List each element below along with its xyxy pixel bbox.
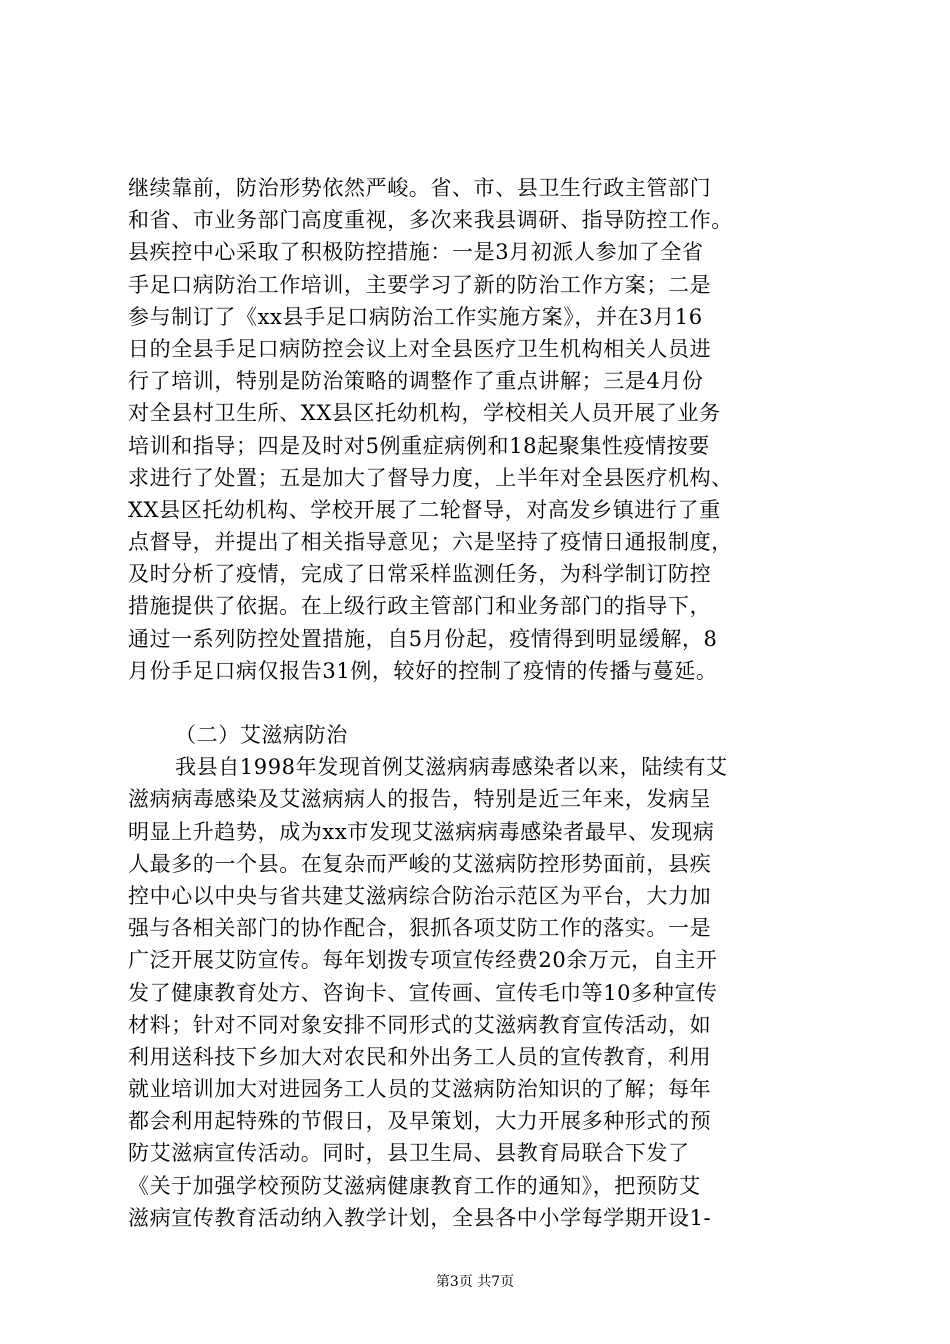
text-line: 滋病宣传教育活动纳入教学计划，全县各中小学每学期开设1- bbox=[128, 1205, 712, 1230]
text-line: 参与制订了《xx县手足口病防治工作实施方案》，并在3月16 bbox=[128, 304, 703, 329]
section-heading: （二）艾滋病防治 bbox=[175, 723, 348, 747]
text-line: 和省、市业务部门高度重视，多次来我县调研、指导防控工作。 bbox=[128, 208, 733, 233]
text-line: 滋病病毒感染及艾滋病病人的报告，特别是近三年来，发病呈 bbox=[128, 787, 712, 812]
text-line: 材料；针对不同对象安排不同形式的艾滋病教育宣传活动，如 bbox=[128, 1012, 712, 1037]
text-line: 继续靠前，防治形势依然严峻。省、市、县卫生行政主管部门 bbox=[128, 176, 712, 200]
page-footer: 第3页 共7页 bbox=[435, 1274, 515, 1290]
paragraph-hfmd-prevention bbox=[128, 172, 828, 687]
text-line: 防艾滋病宣传活动。同时，县卫生局、县教育局联合下发了 bbox=[128, 1141, 690, 1166]
text-line: 我县自1998年发现首例艾滋病病毒感染者以来，陆续有艾 bbox=[175, 755, 728, 780]
text-line: 利用送科技下乡加大对农民和外出务工人员的宣传教育，利用 bbox=[128, 1044, 712, 1069]
text-line: 措施提供了依据。在上级行政主管部门和业务部门的指导下， bbox=[128, 594, 712, 619]
text-line: 点督导，并提出了相关指导意见；六是坚持了疫情日通报制度， bbox=[128, 530, 733, 555]
text-line: 《关于加强学校预防艾滋病健康教育工作的通知》，把预防艾 bbox=[128, 1173, 701, 1198]
text-line: 日的全县手足口病防控会议上对全县医疗卫生机构相关人员进 bbox=[128, 336, 712, 361]
text-line: 及时分析了疫情，完成了日常采样监测任务，为科学制订防控 bbox=[128, 562, 712, 587]
text-line: 月份手足口病仅报告31例，较好的控制了疫情的传播与蔓延。 bbox=[128, 658, 718, 683]
text-line: 发了健康教育处方、咨询卡、宣传画、宣传毛巾等10多种宣传 bbox=[128, 980, 718, 1005]
text-line: 求进行了处置；五是加大了督导力度，上半年对全县医疗机构、 bbox=[128, 465, 733, 490]
text-line: 行了培训，特别是防治策略的调整作了重点讲解；三是4月份 bbox=[128, 369, 704, 394]
text-line: 明显上升趋势，成为xx市发现艾滋病病毒感染者最早、发现病 bbox=[128, 819, 715, 844]
text-line: 就业培训加大对进园务工人员的艾滋病防治知识的了解；每年 bbox=[128, 1077, 712, 1102]
paragraph-aids-prevention bbox=[128, 751, 828, 1234]
text-line: 都会利用起特殊的节假日，及早策划，大力开展多种形式的预 bbox=[128, 1109, 712, 1134]
text-line: 控中心以中央与省共建艾滋病综合防治示范区为平台，大力加 bbox=[128, 883, 712, 908]
text-line: 手足口病防治工作培训，主要学习了新的防治工作方案；二是 bbox=[128, 272, 712, 297]
text-line: 培训和指导；四是及时对5例重症病例和18起聚集性疫情按要 bbox=[128, 433, 710, 458]
text-line: 县疾控中心采取了积极防控措施：一是3月初派人参加了全省 bbox=[128, 240, 704, 265]
text-line: 强与各相关部门的协作配合，狠抓各项艾防工作的落实。一是 bbox=[128, 916, 712, 941]
document-body bbox=[128, 172, 828, 1234]
text-line: 对全县村卫生所、XX县区托幼机构，学校相关人员开展了业务 bbox=[128, 401, 721, 426]
paragraph-spacer bbox=[128, 687, 828, 719]
text-line: 人最多的一个县。在复杂而严峻的艾滋病防控形势面前，县疾 bbox=[128, 851, 712, 876]
text-line: 通过一系列防控处置措施，自5月份起，疫情得到明显缓解，8 bbox=[128, 626, 718, 651]
text-line: 广泛开展艾防宣传。每年划拨专项宣传经费20余万元，自主开 bbox=[128, 948, 718, 973]
text-line: XX县区托幼机构、学校开展了二轮督导，对高发乡镇进行了重 bbox=[128, 497, 721, 522]
